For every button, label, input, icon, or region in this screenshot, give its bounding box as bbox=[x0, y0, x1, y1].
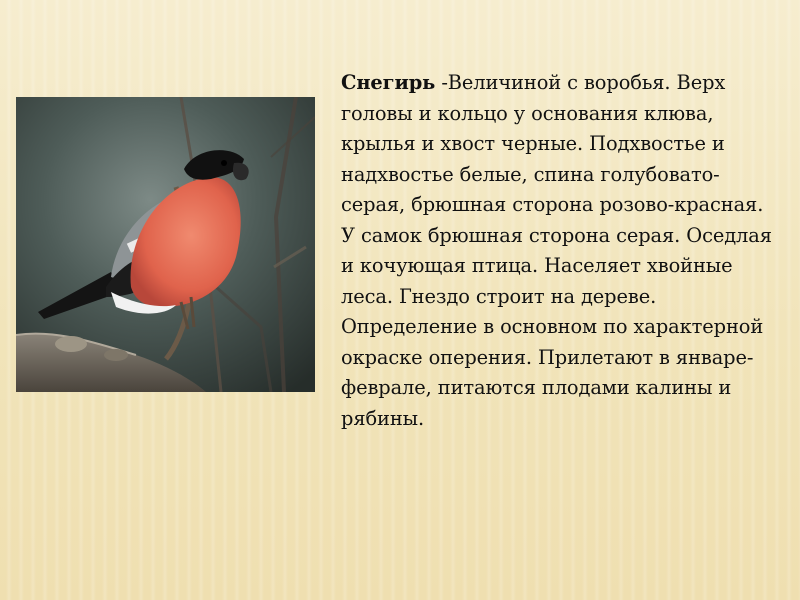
bullfinch-photo bbox=[16, 97, 315, 392]
description-text: -Величиной с воробья. Верх головы и кольцо у основания клюва, крылья и хвост черные. Подхвостье и надхвостье белые, спина голубовато-серая, брюшная сторона розово-красная. У самок брюшная сторона серая. Оседлая и кочующая птица. Населяет хвойные леса. Гнездо строит на дереве. Определение в основном по характерной окраске оперения. Прилетают в январе-феврале, питаются плодами калины и рябины. bbox=[341, 71, 772, 430]
bullfinch-description bbox=[341, 68, 781, 434]
bird-name: Снегирь bbox=[341, 71, 436, 94]
